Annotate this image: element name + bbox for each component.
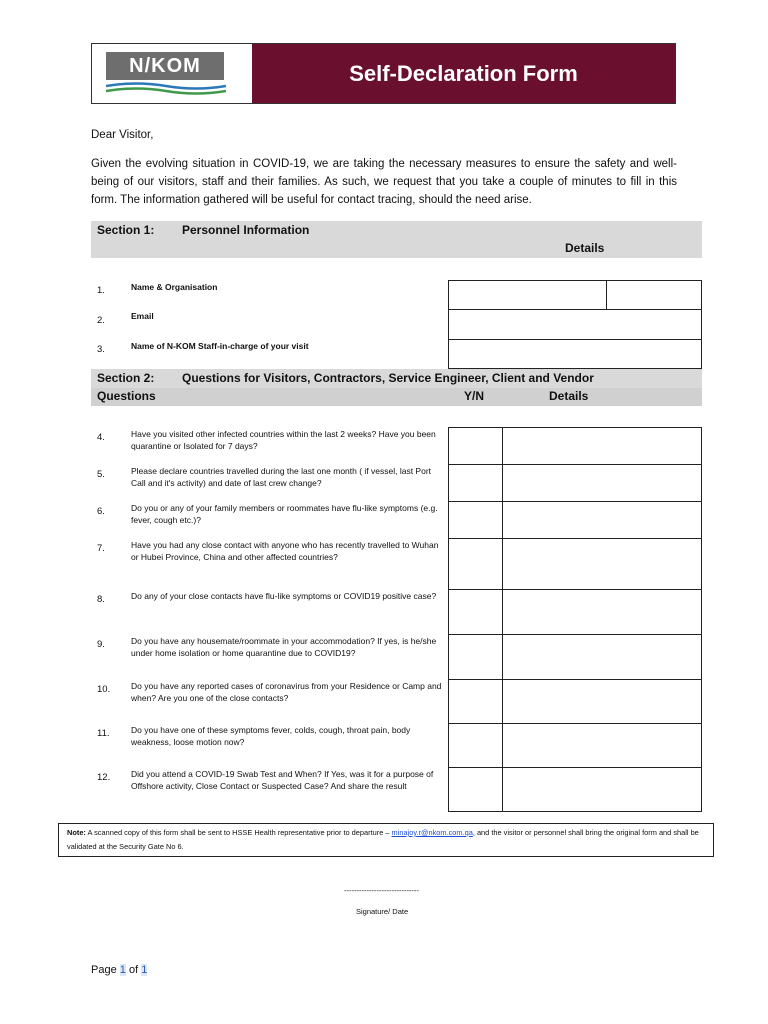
row-number: 1. <box>97 285 105 296</box>
staff-in-charge-field[interactable] <box>448 339 702 369</box>
section1-subheader <box>91 240 702 258</box>
logo-text: N/KOM <box>106 52 224 80</box>
question-text: Have you had any close contact with anyone who has recently travelled to Wuhan or Hubei Province, China and other affected countries? <box>131 540 439 562</box>
row-label: Email <box>131 311 154 321</box>
col-details: Details <box>549 389 589 403</box>
question-number: 6. <box>97 506 105 517</box>
yn-answer-field[interactable] <box>448 589 503 635</box>
current-page: 1 <box>119 964 126 976</box>
hsse-email-link[interactable]: minajoy.r@nkom.com.qa <box>391 828 473 837</box>
page-word: Page <box>91 964 117 976</box>
yn-answer-field[interactable] <box>448 634 503 680</box>
intro-paragraph: Given the evolving situation in COVID-19, we are taking the necessary measures to ensure the safety and well-being of our visitors, staff and their families. As such, we request that you take a couple of minutes to fill in this form. The information gathered will be useful for contact tracing, should the need arise. <box>91 158 677 206</box>
form-header <box>91 43 676 104</box>
yn-answer-field[interactable] <box>448 767 503 812</box>
note-text-after: , and the visitor or personnel shall bring the original form and shall be validated at the Security Gate No 6. <box>67 828 699 851</box>
name-field[interactable] <box>448 280 607 310</box>
question-text: Do you have any reported cases of coronavirus from your Residence or Camp and when? Are you one of the close contacts? <box>131 681 442 703</box>
yn-answer-field[interactable] <box>448 501 503 539</box>
question-number: 12. <box>97 772 111 783</box>
question-number: 8. <box>97 594 105 605</box>
question-text: Please declare countries travelled during the last one month ( if vessel, last Port Call and it's activity) and date of last crew change? <box>131 466 432 488</box>
yn-answer-field[interactable] <box>448 464 503 502</box>
question-number: 7. <box>97 543 105 554</box>
yn-answer-field[interactable] <box>448 679 503 724</box>
yn-answer-field[interactable] <box>448 538 503 590</box>
details-answer-field[interactable] <box>502 589 702 635</box>
question-text: Do any of your close contacts have flu-like symptoms or COVID19 positive case? <box>131 591 437 601</box>
details-header: Details <box>565 241 605 255</box>
page-number <box>91 964 147 976</box>
row-label: Name & Organisation <box>131 282 218 292</box>
row-number: 2. <box>97 315 105 326</box>
details-answer-field[interactable] <box>502 464 702 502</box>
row-label: Name of N-KOM Staff-in-charge of your visit <box>131 341 309 351</box>
details-answer-field[interactable] <box>502 679 702 724</box>
yn-answer-field[interactable] <box>448 427 503 465</box>
question-text: Do you have one of these symptoms fever, colds, cough, throat pain, body weakness, loose motion now? <box>131 725 411 747</box>
note-label: Note: <box>67 828 86 837</box>
question-text: Have you visited other infected countries within the last 2 weeks? Have you been quarantine or Isolated for 7 days? <box>131 429 436 451</box>
section1-bar <box>91 221 702 240</box>
details-answer-field[interactable] <box>502 427 702 465</box>
organisation-field[interactable] <box>606 280 702 310</box>
question-number: 4. <box>97 432 105 443</box>
email-field[interactable] <box>448 309 702 340</box>
question-number: 10. <box>97 684 111 695</box>
page-title: Self-Declaration Form <box>349 60 578 86</box>
question-text: Do you or any of your family members or roommates have flu-like symptoms (e.g. fever, cough etc.)? <box>131 503 438 525</box>
yn-answer-field[interactable] <box>448 723 503 768</box>
question-number: 5. <box>97 469 105 480</box>
title-banner <box>252 44 675 103</box>
greeting: Dear Visitor, <box>91 129 154 141</box>
question-text: Do you have any housemate/roommate in your accommodation? If yes, is he/she under home isolation or home quarantine due to COVID19? <box>131 636 437 658</box>
details-answer-field[interactable] <box>502 634 702 680</box>
company-logo <box>92 44 252 103</box>
note-box <box>58 823 714 857</box>
row-number: 3. <box>97 344 105 355</box>
question-number: 9. <box>97 639 105 650</box>
section1-title: Personnel Information <box>182 223 310 237</box>
col-questions: Questions <box>97 389 156 403</box>
of-word: of <box>128 964 139 976</box>
signature-label: Signature/ Date <box>356 907 409 916</box>
total-pages: 1 <box>141 964 148 976</box>
details-answer-field[interactable] <box>502 501 702 539</box>
section2-title: Questions for Visitors, Contractors, Service Engineer, Client and Vendor <box>182 371 594 385</box>
col-yn: Y/N <box>464 389 485 403</box>
details-answer-field[interactable] <box>502 538 702 590</box>
section2-bar <box>91 369 702 388</box>
details-answer-field[interactable] <box>502 767 702 812</box>
section2-columns <box>91 388 702 406</box>
section1-label: Section 1: <box>97 223 155 237</box>
question-text: Did you attend a COVID-19 Swab Test and When? If Yes, was it for a purpose of Offshore activity, Close Contact or Suspected Case? And share the result <box>131 769 434 791</box>
note-text-before: A scanned copy of this form shall be sent to HSSE Health representative prior to departure – <box>85 828 392 837</box>
question-number: 11. <box>97 728 110 739</box>
details-answer-field[interactable] <box>502 723 702 768</box>
logo-wave-icon <box>106 82 226 96</box>
signature-line: ------------------------------ <box>344 886 419 895</box>
section2-label: Section 2: <box>97 371 155 385</box>
